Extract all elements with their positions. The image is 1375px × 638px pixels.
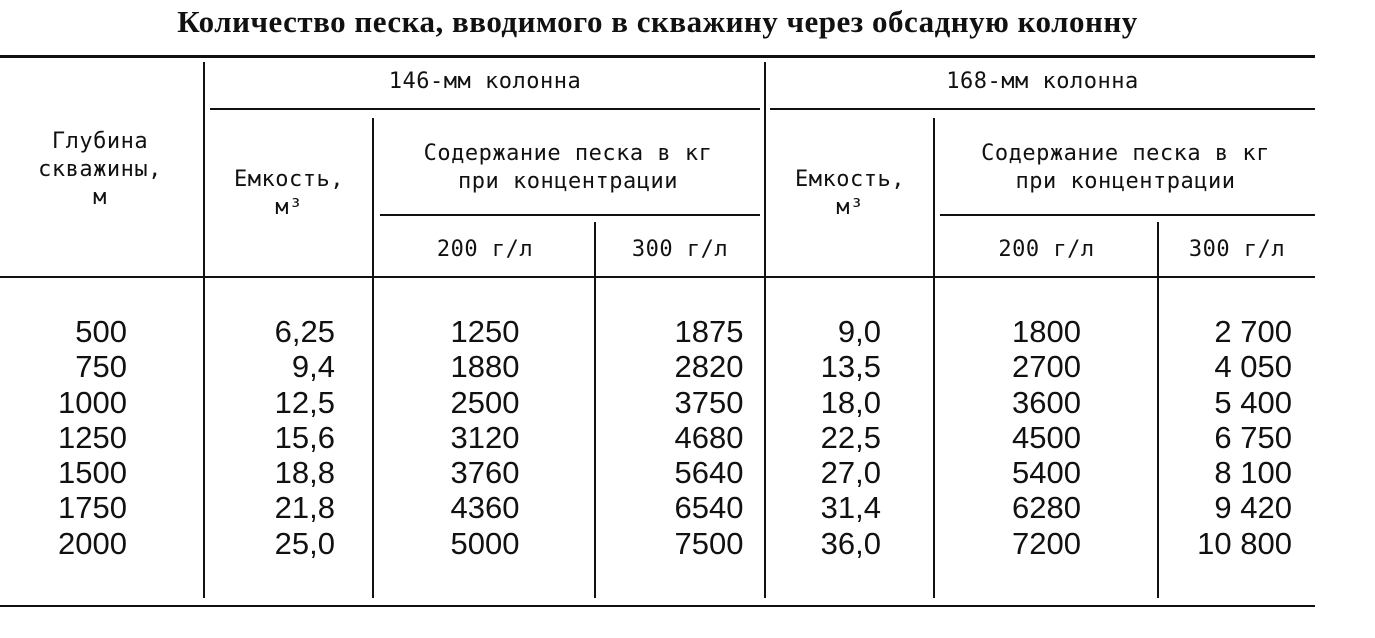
table-cell: 12,5 [274,384,335,420]
table-cell: 1250 [450,314,520,349]
table-cell: 6 750 [1214,419,1292,455]
table-cell: 3750 [674,384,744,420]
table-cell: 2700 [1012,349,1081,385]
table-cell: 4500 [1012,419,1081,455]
table-cell: 31,4 [820,490,881,526]
table-cell: 2500 [450,384,520,420]
table-cell: 3120 [450,419,520,455]
header-sand-168-line-2: при концентрации [1015,169,1236,194]
table-cell: 13,5 [820,349,881,385]
table-cell: 21,8 [274,490,335,526]
divider-cap-168 [933,118,935,598]
table-cell: 1880 [450,349,520,385]
column-sand-168-300 [1159,314,1292,561]
table-cell: 1750 [58,490,127,526]
header-capacity-146-line-1: Емкость, [234,167,344,192]
table-cell: 1875 [674,314,744,349]
header-depth-line-3: м [93,185,107,210]
header-capacity-168-line-2: м³ [836,195,864,220]
table-cell: 9,4 [291,349,335,385]
header-sand-168 [936,140,1315,196]
table-cell: 4680 [674,419,744,455]
header-depth [0,128,200,212]
bottom-rule [0,605,1315,607]
group-168-underline [770,108,1315,110]
column-depth [0,314,127,561]
header-168-conc-200: 200 г/л [998,237,1095,262]
sand-146-underline [380,214,760,216]
table-title: Количество песка, вводимого в скважину через обсадную колонну [177,4,1138,39]
table-cell: 9 420 [1214,490,1292,526]
table-cell: 5000 [450,525,520,561]
table-cell: 10 800 [1197,525,1292,561]
header-capacity-146-line-2: м³ [275,195,303,220]
table-cell: 500 [75,314,127,349]
table-cell: 4 050 [1214,349,1292,385]
column-sand-168-200 [936,314,1157,561]
header-sand-146 [376,140,760,196]
header-capacity-168-line-1: Емкость, [795,167,905,192]
table-cell: 25,0 [274,525,335,561]
header-depth-line-2: скважины, [38,157,162,182]
table-cell: 7200 [1012,525,1081,561]
top-rule [0,55,1315,58]
table-cell: 9,0 [837,314,881,349]
table-cell: 5640 [674,455,744,491]
table-cell: 5400 [1012,455,1081,491]
table-cell: 22,5 [820,419,881,455]
table-cell: 750 [75,349,127,385]
table-cell: 3600 [1012,384,1081,420]
header-bottom-rule [0,276,1315,278]
header-sand-168-line-1: Содержание песка в кг [981,141,1270,166]
header-146-conc-300: 300 г/л [631,237,729,262]
table-cell: 18,8 [274,455,335,491]
table-cell: 4360 [450,490,520,526]
table-cell: 18,0 [820,384,881,420]
column-capacity-168 [767,314,881,561]
table-cell: 2820 [674,349,744,385]
divider-depth [203,62,205,598]
column-capacity-146 [206,314,335,561]
table-cell: 5 400 [1214,384,1292,420]
table-cell: 15,6 [274,419,335,455]
table-cell: 6540 [674,490,744,526]
table-cell: 3760 [450,455,520,491]
table-cell: 1800 [1012,314,1081,349]
header-capacity-168 [767,166,933,222]
header-group-146: 146-мм колонна [388,69,582,94]
table-cell: 36,0 [820,525,881,561]
header-sand-146-line-1: Содержание песка в кг [423,141,713,166]
table-cell: 6280 [1012,490,1081,526]
divider-cap-146 [372,118,374,598]
header-168-conc-300: 300 г/л [1188,237,1286,262]
table-cell: 7500 [674,525,744,561]
table-cell: 8 100 [1214,455,1292,491]
header-group-168: 168-мм колонна [946,69,1139,94]
header-depth-line-1: Глубина [51,129,149,154]
table-cell: 1500 [58,455,127,491]
table-cell: 1000 [58,384,127,420]
header-sand-146-line-2: при концентрации [458,169,678,194]
header-capacity-146 [206,166,372,222]
table-cell: 2 700 [1214,314,1292,349]
group-146-underline [210,108,760,110]
table-cell: 1250 [58,419,127,455]
header-146-conc-200: 200 г/л [436,237,534,262]
sand-168-underline [940,214,1315,216]
table-cell: 27,0 [820,455,881,491]
column-sand-146-200 [376,314,594,561]
table-cell: 6,25 [274,314,335,349]
table-cell: 2000 [58,525,127,561]
